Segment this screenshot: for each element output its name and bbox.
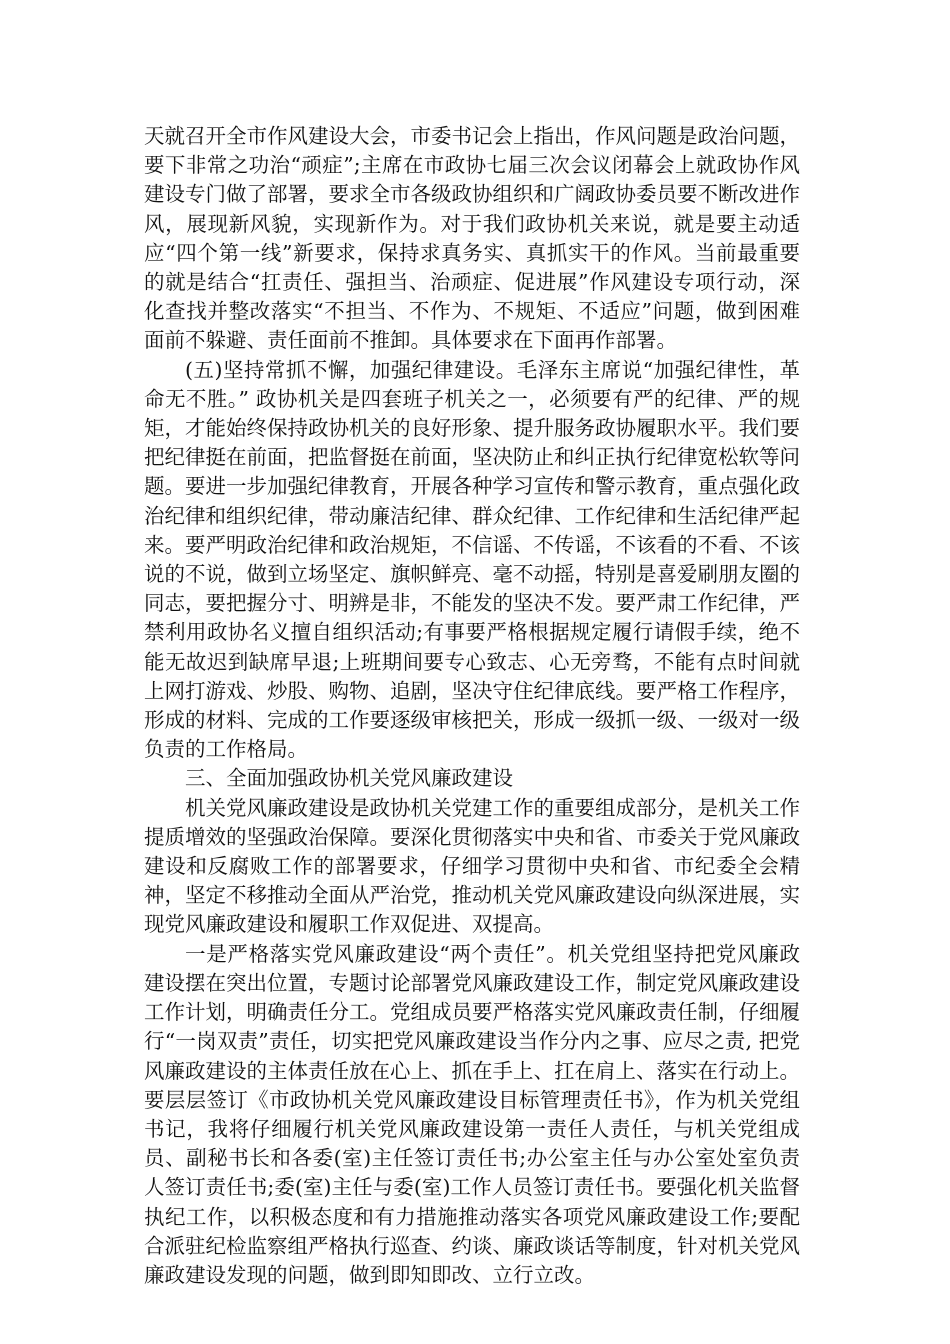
paragraph-party-conduct-intro: 机关党风廉政建设是政协机关党建工作的重要组成部分，是机关工作提质增效的坚强政治保障。要深化贯彻落实中央和省、市委关于党风廉政建设和反腐败工作的部署要求，仔细学习贯彻中央和省、市纪委全会精神，坚定不移推动全面从严治党，推动机关党风廉政建设向纵深进展，实现党风廉政建设和履职工作双促进、双提高。 [144, 795, 800, 937]
section-heading-three: 三、全面加强政协机关党风廉政建设 [185, 766, 513, 791]
paragraph-style-continuation: 天就召开全市作风建设大会，市委书记会上指出，作风问题是政治问题，要下非常之功治“顽症”;主席在市政协七届三次会议闭幕会上就政协作风建设专门做了部署，要求全市各级政协组织和广阔政协委员要不断改进作风，展现新风貌，实现新作为。对于我们政协机关来说，就是要主动适应“四个第一线”新要求，保持求真务实、真抓实干的作风。当前最重要的就是结合“扛责任、强担当、治顽症、促进展”作风建设专项行动，深化查找并整改落实“不担当、不作为、不规矩、不适应”问题，做到困难面前不躲避、责任面前不推卸。具体要求在下面再作部署。 [144, 124, 800, 353]
paragraph-discipline-building: (五)坚持常抓不懈，加强纪律建设。毛泽东主席说“加强纪律性，革命无不胜。” 政协机关是四套班子机关之一，必须要有严的纪律、严的规矩，才能始终保持政协机关的良好形象、提升服务政协履职水平。我们要把纪律挺在前面，把监督挺在前面，坚决防止和纠正执行纪律宽松软等问题。要进一步加强纪律教育，开展各种学习宣传和警示教育，重点强化政治纪律和组织纪律，带动廉洁纪律、群众纪律、工作纪律和生活纪律严起来。要严明政治纪律和政治规矩，不信谣、不传谣，不该看的不看、不该说的不说，做到立场坚定、旗帜鲜亮、毫不动摇，特别是喜爱刷朋友圈的同志，要把握分寸、明辨是非，不能发的坚决不发。要严肃工作纪律，严禁利用政协名义擅自组织活动;有事要严格根据规定履行请假手续，绝不能无故迟到缺席早退;上班期间要专心致志、心无旁骛，不能有点时间就上网打游戏、炒股、购物、追剧，坚决守住纪律底线。要严格工作程序，形成的材料、完成的工作要逐级审核把关，形成一级抓一级、一级对一级负责的工作格局。 [144, 357, 800, 762]
document-body [144, 122, 800, 1290]
paragraph-two-responsibilities: 一是严格落实党风廉政建设“两个责任”。机关党组坚持把党风廉政建设摆在突出位置，专题讨论部署党风廉政建设工作，制定党风廉政建设工作计划，明确责任分工。党组成员要严格落实党风廉政责任制，仔细履行“一岗双责”责任，切实把党风廉政建设当作分内之事、应尽之责, 把党风廉政建设的主体责任放在心上、抓在手上、扛在肩上、落实在行动上。要层层签订《市政协机关党风廉政建设目标管理责任书》，作为机关党组书记，我将仔细履行机关党风廉政建设第一责任人责任，与机关党组成员、副秘书长和各委(室)主任签订责任书;办公室主任与办公室处室负责人签订责任书;委(室)主任与委(室)工作人员签订责任书。要强化机关监督执纪工作，以积极态度和有力措施推动落实各项党风廉政建设工作;要配合派驻纪检监察组严格执行巡查、约谈、廉政谈话等制度，针对机关党风廉政建设发现的问题，做到即知即改、立行立改。 [144, 941, 800, 1287]
